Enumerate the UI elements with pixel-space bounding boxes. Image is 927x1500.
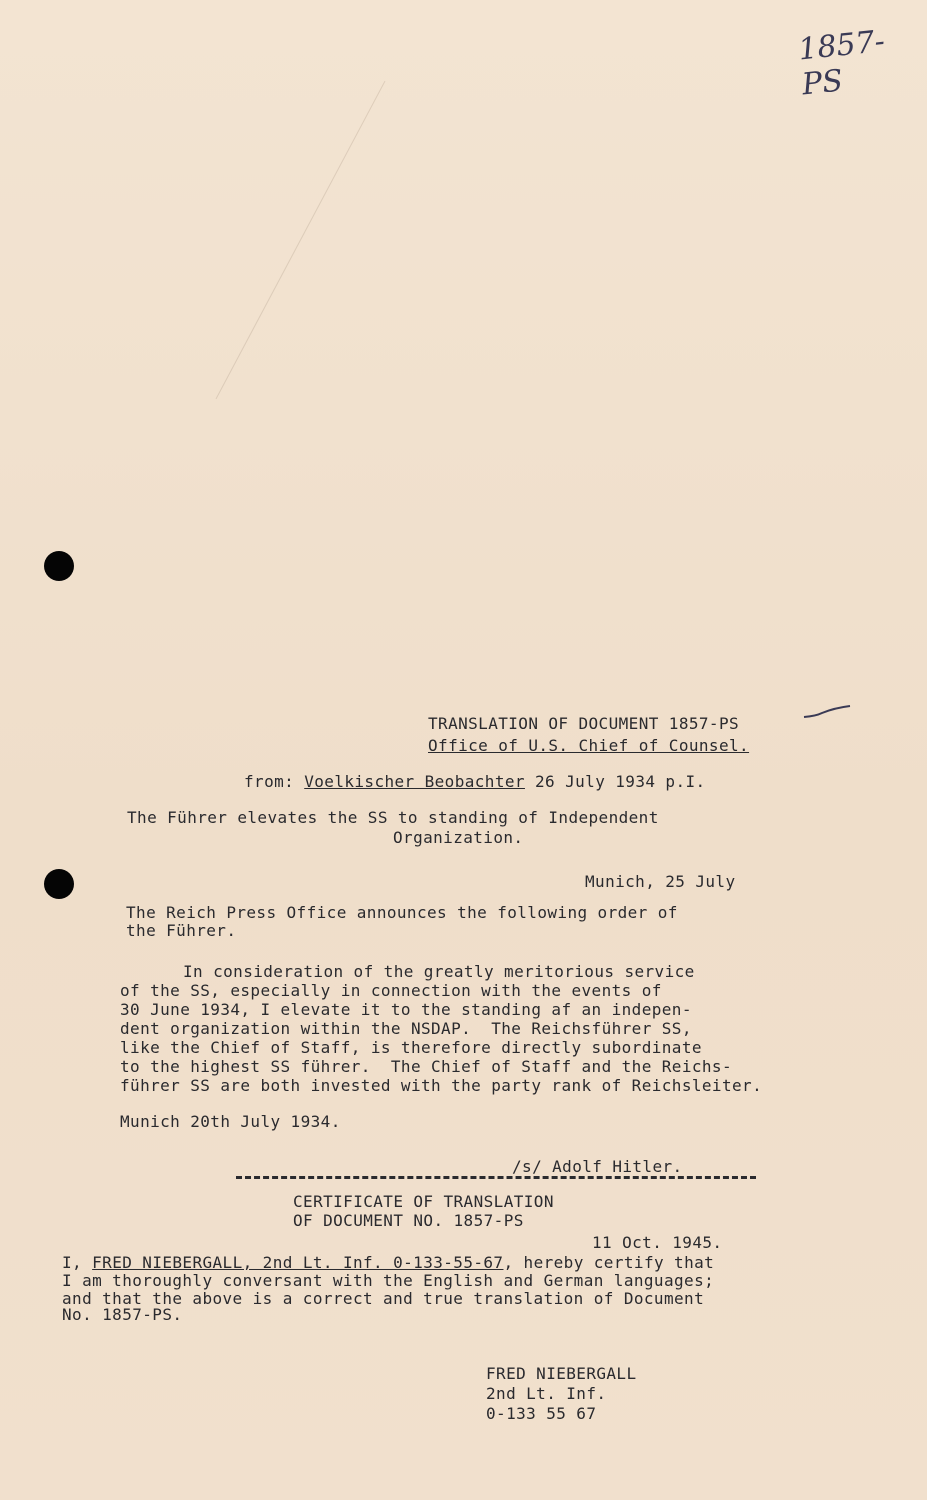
translator-name: FRED NIEBERGALL, 2nd Lt. Inf. 0-133-55-67 <box>92 1253 504 1272</box>
header-title: TRANSLATION OF DOCUMENT 1857-PS <box>428 714 740 733</box>
source-line <box>244 772 706 791</box>
certificate-line-2: I am thoroughly conversant with the English and German languages; <box>62 1271 715 1290</box>
certificate-line-4: No. 1857-PS. <box>62 1305 183 1324</box>
certificate-title: CERTIFICATE OF TRANSLATION <box>293 1192 554 1211</box>
body-line-2: of the SS, especially in connection with the events of <box>120 981 662 1000</box>
body-line-7: führer SS are both invested with the party rank of Reichsleiter. <box>120 1076 763 1095</box>
punch-hole-bottom <box>44 869 74 899</box>
signer-rank: 2nd Lt. Inf. <box>486 1384 607 1403</box>
intro-line-2: the Führer. <box>126 921 237 940</box>
source-date: 26 July 1934 p.I. <box>535 772 706 791</box>
source-paper: Voelkischer Beobachter <box>304 772 525 791</box>
paper-crease <box>216 81 386 399</box>
body-line-3: 30 June 1934, I elevate it to the standing af an indepen- <box>120 1000 692 1019</box>
certificate-subtitle: OF DOCUMENT NO. 1857-PS <box>293 1211 524 1230</box>
body-line-4: dent organization within the NSDAP. The Reichsführer SS, <box>120 1019 692 1038</box>
check-mark-icon <box>802 705 852 719</box>
body-line-1: In consideration of the greatly meritorious service <box>183 962 695 981</box>
certificate-line-1 <box>62 1253 714 1272</box>
signer-serial: 0-133 55 67 <box>486 1404 597 1423</box>
certificate-suffix: , hereby certify that <box>503 1253 715 1272</box>
certificate-date: 11 Oct. 1945. <box>592 1233 723 1252</box>
signed-date: Munich 20th July 1934. <box>120 1112 341 1131</box>
punch-hole-top <box>44 551 74 581</box>
header-office: Office of U.S. Chief of Counsel. <box>428 736 750 755</box>
dateline: Munich, 25 July <box>585 872 736 891</box>
headline-line-1: The Führer elevates the SS to standing of Independent <box>127 808 659 827</box>
signer-name: FRED NIEBERGALL <box>486 1364 637 1383</box>
signature: /s/ Adolf Hitler. <box>512 1157 683 1176</box>
handwritten-reference: 1857-PS <box>796 23 887 103</box>
certificate-prefix: I, <box>62 1253 83 1272</box>
headline-line-2: Organization. <box>393 828 524 847</box>
body-line-6: to the highest SS führer. The Chief of Staff and the Reichs- <box>120 1057 733 1076</box>
section-divider <box>236 1176 756 1187</box>
body-line-5: like the Chief of Staff, is therefore directly subordinate <box>120 1038 702 1057</box>
source-prefix: from: <box>244 772 295 791</box>
certificate-line-3: and that the above is a correct and true translation of Document <box>62 1289 705 1308</box>
intro-line-1: The Reich Press Office announces the following order of <box>126 903 678 922</box>
